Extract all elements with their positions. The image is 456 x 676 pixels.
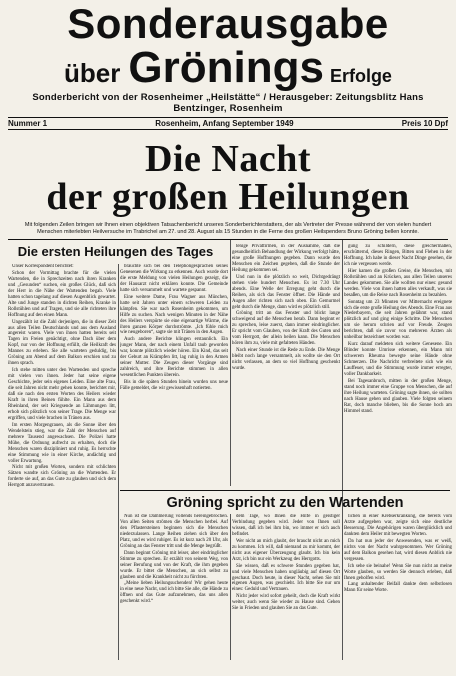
newspaper-page: [0, 2, 456, 676]
paragraph: Auch andere Berichte klingen erstaunlich. Ein junger Mann, der nach einem Unfall taub geworden war, konnte plötzlich wieder hören. Ein Kind, das seit der Geburt an Krämpfen litt, lag ruhig in den Armen seiner Mutter. Die Zeugen dieser Vorgänge sind zahlreich, und ihre Berichte stimmen in allen wesentlichen Punkten überein.: [120, 337, 228, 379]
paragraph: Sonntag um 23 Minuten vor Mitternacht ereignete sich die erste große Heilung des Abends. Eine Frau aus Niederbayern, die seit Jahren gelähmt war, stand plötzlich auf und ging einige Schritte. Die Menschen um sie herum schrien auf vor Freude. Zeugen berichten, daß sie zuvor von mehreren Ärzten als unheilbar bezeichnet worden war.: [344, 299, 452, 341]
column-3-lower: [232, 514, 340, 660]
section-heading-2: Gröning spricht zu den Wartenden: [120, 490, 450, 512]
paragraph: Ich sehe sie beinahe! Wenn Sie nun nicht an meine Worte glauben, so werden Sie dennoch erleben, daß Ihnen geholfen wird.: [344, 563, 452, 581]
column-4-lower: [344, 514, 452, 660]
paragraph: „Meine lieben Heilungsuchenden! Wir gehen heute in eine neue Nacht, und ich bitte Sie alle, die Hände zu öffnen und das Gute aufzunehmen, das uns allen geschenkt wird.“: [120, 581, 228, 605]
section-heading-1: Die ersten Heilungen des Tages: [17, 244, 214, 259]
paragraph: Nun ist die Dämmerung vollends hereingebrochen. Von allen Seiten strömen die Menschen herbei. Auf den Pflastersteinen beginnen sich die Menschen niederzulassen. Lange Reihen ziehen sich über den Platz, und es wird ruhiger. Es ist kurz nach 20 Uhr, als Gröning an das Fenster tritt und die Menge begrüßt.: [120, 514, 228, 549]
paragraph: Bei Tagesanbruch, mitten in der großen Menge, stand noch immer eine Gruppe von Menschen, die auf ihre Heilung warteten. Gröning sagte ihnen, sie sollten nach Hause gehen und glauben. Viele folgten seinem Rat, doch manche blieben, bis die Sonne hoch am Himmel stand.: [344, 378, 452, 414]
paragraph: Schon der Vormittag brachte für die vielen Wartenden, die in Sprechzeiten nach ihren Kranken und „Gesunden“ suchen, ein großes Glück, daß sich der Herr in die Nähe der Wartenden begab. Viele hatten schon tagelang auf diesen Augenblick gewartet. Alte und Junge standen in dichten Reihen, Kranke in Rollstühlen und auf Tragen, und sie alle richteten ihre Hoffnung auf den einen Mann.: [8, 270, 116, 318]
paragraph: lichen in einer Krebserkrankung, die bereits vom Arzte aufgegeben war, zeigte sich eine deutliche Besserung. Die Angehörigen waren überglücklich und dankten dem Heiler mit bewegten Worten.: [344, 514, 452, 537]
masthead-line1: Sonderausgabe: [67, 0, 389, 47]
column-1: [8, 264, 116, 660]
column-divider: [230, 240, 231, 486]
issue-number: Nummer 1: [8, 119, 48, 128]
paragraph: Kurz darauf meldeten sich weitere Genesene. Ein Blinder konnte Umrisse erkennen, ein Mann mit schwerem Rheuma bewegte seine Hände ohne Schmerzen. Die Nachricht verbreitete sich wie ein Lauffeuer, und die Stimmung wurde immer erregter, voller Dankbarkeit.: [344, 342, 452, 378]
column-2-lower: [120, 514, 228, 660]
paragraph: Bis in die späten Stunden hinein wurden uns neue Fälle gemeldet, die wir gewissenhaft notierten.: [120, 380, 228, 392]
paragraph: Eine weitere Dame, Frau Wagner aus München, hatte seit Jahren unter einem schweren Leiden zu kämpfen. Sie war nach Rosenheim gekommen, um Hilfe zu suchen. Nach wenigen Minuten in der Nähe des Heilers verspürte sie eine eigenartige Wärme, die ihren ganzen Körper durchströmte. „Ich fühle mich wie neugeboren“, sagte sie mit Tränen in den Augen.: [120, 294, 228, 336]
paragraph: Gröning tritt an das Fenster und blickt lange schweigend auf die Menschen herab. Dann beginnt er zu sprechen, leise zuerst, dann immer eindringlicher. Er spricht vom Glauben, von der Kraft des Guten und vom Herrgott, der allein heilen kann. Die Menschen hören ihm zu, viele mit gefalteten Händen.: [232, 311, 340, 347]
issue-date: Rosenheim, Anfang September 1949: [155, 119, 294, 128]
dateline: [8, 117, 448, 130]
subline: Sonderbericht von der Rosenheimer „Heilstätte“ / Herausgeber: Zeitungsblitz Hans Bentzinger, Rosenheim: [32, 92, 424, 114]
masthead-title: Grönings: [128, 43, 324, 92]
paragraph: Unser Korrespondent berichtet:: [12, 264, 74, 269]
paragraph: dem Tage, wo Ihnen die Hilfe in geistiger Verbindung gegeben wird. Jeder von Ihnen soll wissen, daß ich bei ihm bin, wo immer er sich auch befindet.: [232, 514, 340, 537]
paragraph: Nach einer Stunde ist die Rede zu Ende. Die Menge bleibt noch lange versammelt, als wollte sie den Ort nicht verlassen, an dem so viel Hoffnung geschenkt wurde.: [232, 348, 340, 372]
paragraph: Nicht jeder wird sofort geheilt, doch die Kraft wirkt weiter, auch wenn Sie wieder zu Hause sind. Gehen Sie in Frieden und glauben Sie an das Gute.: [232, 594, 340, 612]
article-grid: [8, 240, 452, 660]
paragraph: Und nun in die plötzlich so weit, Dichtgedrängt stehen viele hundert Menschen. Es ist 7.30 Uhr abends. Eine Welle der Erregung geht durch die Reihen, als sich das Fenster öffnet. Die Hände und Augen aller richten sich nach oben. Ein Gemurmel geht durch die Menge, dann wird es plötzlich still.: [232, 274, 340, 310]
paragraph: Dann beginnt Gröning mit leiser, aber eindringlicher Stimme zu sprechen. Er erzählt von seinem Weg, von seiner Berufung und von der Kraft, die ihm gegeben wurde. Er bittet die Menschen, an sich selbst zu glauben und die Krankheit nicht zu fürchten.: [120, 550, 228, 580]
paragraph: Sie wissen, daß es schwere Stunden gegeben hat, und viele Menschen haben ungläubig auf diesen Ort geschaut. Doch heute, in dieser Nacht, sehen Sie mit eigenen Augen, was geschieht. Ich bitte Sie nur um eines: Geduld und Vertrauen.: [232, 563, 340, 593]
paragraph: Im ersten Morgengrauen, als die Sonne über den Wendelstein stieg, war die Zahl der Menschen auf mehrere Tausend angewachsen. Die Polizei hatte Mühe, die Ordnung aufrecht zu erhalten, doch die Menschen waren diszipliniert und ruhig. Es herrschte eine Stimmung wie in einer Kirche, andächtig und voller Erwartung.: [8, 422, 116, 464]
paragraph: gung zu schildern, diese gleichermaßen, erschütternd, dieses Ringen, Bitten und Flehen in der Hoffnung. Ich habe in dieser Nacht Dinge gesehen, die ich nie vergessen werde.: [344, 244, 452, 267]
issue-price: Preis 10 Dpf: [401, 119, 448, 128]
masthead-ueber: über: [64, 58, 121, 88]
paragraph: tenige Privatfirmen, in der Ausnahme, daß die gesundheitlich Behandlung der Wirkung verfolgt hätte, eine große Hoffnungen gegeben. Dann wurde den Menschen ein Zeichen gegeben, daß die Stunde der Heilung gekommen sei.: [232, 244, 340, 273]
paragraph: Nicht mit großen Worten, sondern mit schlichten Sätzen wandte sich Gröning an die Wartenden. Er forderte sie auf, an das Gute zu glauben und sich dem Herrgott anzuvertrauen.: [8, 465, 116, 489]
masthead-line2: [8, 43, 448, 92]
column-divider: [230, 514, 231, 660]
headline: [8, 140, 448, 216]
headline-line1: Die Nacht: [145, 138, 311, 180]
column-2: [120, 264, 228, 486]
intro-paragraph: Mit folgenden Zeilen bringen wir Ihnen einen objektiven Tatsachenbericht unseres Sonderberichterstatters, der als Vertreter der Presse während der von vielen hundert Menschen miterlebten Heilversuche im Trabrichel am 27. und 28. August als 15 Stunden in die Ferne des großen Heilspenders Bruno Gröning bellen konnte.: [24, 222, 432, 235]
column-4: [344, 244, 452, 486]
column-divider: [342, 240, 343, 660]
headline-line2: der großen Heilungen: [46, 176, 410, 218]
paragraph: brauchte sich bei den Telephongesprächen seines Genesenen die Wirkung zu erkennen. Auch wurde dort die erste Meldung von vielen Heilungen gezeigt, die der Hausarzt nicht erklären konnte. Die Gemeinde hatte sich versammelt und wartete gespannt.: [120, 264, 228, 293]
paragraph: Ungezählt ist die Zahl derjenigen, die in dieser Zeit aus allen Teilen Deutschlands und aus dem Ausland angereist waren. Viele von ihnen hatten bereits seit Tagen im Freien genächtigt, ohne Dach über dem Kopf, nur von der Hoffnung erfüllt, die Heilkraft des Mannes zu erleben. Sie alle warteten geduldig, bis Gröning am Abend auf dem Balkon erschien und zu ihnen sprach.: [8, 319, 116, 367]
paragraph: Da hat nun jeder der Anwesenden, was er weiß, nichts von der Nacht wahrgenommen. Wer Gröning auf dem Balkon gesehen hat, wird diesen Anblick nie vergessen.: [344, 538, 452, 562]
paragraph: Ich stehe mitten unter den Wartenden und spreche mit vielen von ihnen. Jeder hat seine eigene Geschichte, jeder sein eigenes Leiden. Eine alte Frau, die seit Jahren nicht mehr gehen konnte, berichtet mir, daß sie nach den ersten Worten des Heilers wieder Kraft in ihren Beinen fühlte. Ein Mann aus dem Rheinland, der seit Kriegsende an Lähmungen litt, erhob sich plötzlich von seiner Trage. Die Menge war ergriffen, und viele brachen in Tränen aus.: [8, 368, 116, 421]
masthead-erfolge: Erfolge: [329, 66, 392, 86]
paragraph: Lang anhaltender Beifall dankte dem selbstlosen Mann für seine Worte.: [344, 582, 452, 594]
column-3: [232, 244, 340, 486]
paragraph: Wer nicht an mich glaubt, der braucht nicht an mich zu kommen. Ich will, daß niemand zu mir kommt, der nicht aus eigener Überzeugung glaubt. Ich bin kein Arzt, ich bin nur ein Werkzeug des Herrgotts.: [232, 538, 340, 562]
paragraph: Hier kamen die großen Greise, die Menschen, mit Rollstühlen und an Krücken, aus allen Teilen unseres Landes gekommen. Sie alle wollten nur eines: gesund werden. Viele von ihnen hatten alles verkauft, was sie besaßen, um die Reise nach Rosenheim zu bezahlen.: [344, 268, 452, 298]
column-divider: [118, 264, 119, 660]
